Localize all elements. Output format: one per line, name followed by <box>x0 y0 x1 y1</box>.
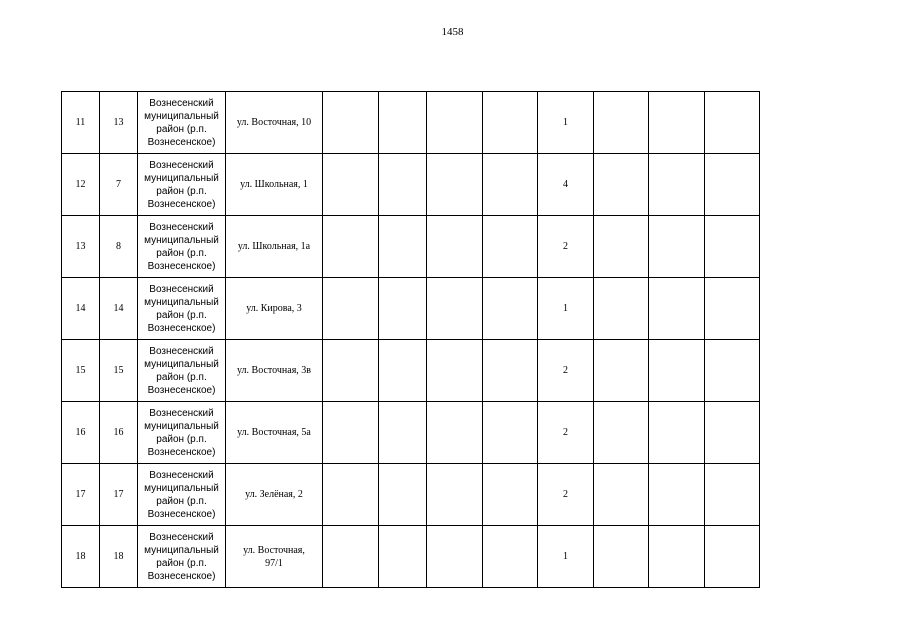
district-cell <box>138 92 226 154</box>
district-line: Вознесенское) <box>147 136 216 148</box>
col10-cell <box>594 402 649 464</box>
col5-cell <box>323 402 379 464</box>
table-row <box>62 92 760 154</box>
col11-cell <box>649 526 705 588</box>
row-number-cell <box>62 402 100 464</box>
district-cell <box>138 340 226 402</box>
col10-cell <box>594 526 649 588</box>
col6-cell <box>379 154 427 216</box>
district-line: муниципальный <box>144 172 219 184</box>
object-id: 8 <box>116 241 121 252</box>
district-line: Вознесенское) <box>147 570 216 582</box>
col6-cell <box>379 526 427 588</box>
col10-cell <box>594 340 649 402</box>
col5-cell <box>323 92 379 154</box>
row-number-cell <box>62 92 100 154</box>
table-row <box>62 464 760 526</box>
col12-cell <box>705 216 760 278</box>
address-cell <box>226 340 323 402</box>
district-line: муниципальный <box>144 110 219 122</box>
quantity-cell <box>538 340 594 402</box>
address-line: ул. Школьная, 1а <box>237 241 311 252</box>
address-line: ул. Восточная, <box>243 544 305 556</box>
district-line: район (р.п. <box>156 123 207 135</box>
row-number: 12 <box>75 179 86 190</box>
district-line: Вознесенский <box>149 159 214 171</box>
table-row <box>62 526 760 588</box>
object-id-cell <box>100 216 138 278</box>
col8-cell <box>483 278 538 340</box>
object-id-cell <box>100 154 138 216</box>
col5-cell <box>323 154 379 216</box>
district-line: муниципальный <box>144 234 219 246</box>
district-line: Вознесенский <box>149 469 214 481</box>
col11-cell <box>649 92 705 154</box>
quantity-value: 2 <box>563 241 568 252</box>
col7-cell <box>427 92 483 154</box>
col10-cell <box>594 154 649 216</box>
address-cell <box>226 92 323 154</box>
object-id-cell <box>100 92 138 154</box>
quantity-cell <box>538 526 594 588</box>
col6-cell <box>379 92 427 154</box>
row-number: 11 <box>75 117 86 128</box>
table-body <box>62 92 760 588</box>
object-id: 18 <box>113 551 124 562</box>
district-cell <box>138 402 226 464</box>
col7-cell <box>427 402 483 464</box>
address-cell <box>226 526 323 588</box>
district-line: район (р.п. <box>156 309 207 321</box>
quantity-cell <box>538 216 594 278</box>
quantity-value: 4 <box>563 179 568 190</box>
object-id: 17 <box>113 489 124 500</box>
district-line: муниципальный <box>144 358 219 370</box>
col8-cell <box>483 402 538 464</box>
row-number: 14 <box>75 303 86 314</box>
address-line: ул. Зелёная, 2 <box>245 489 303 500</box>
quantity-cell <box>538 92 594 154</box>
district-line: район (р.п. <box>156 433 207 445</box>
row-number-cell <box>62 464 100 526</box>
col7-cell <box>427 526 483 588</box>
col11-cell <box>649 278 705 340</box>
table-row <box>62 216 760 278</box>
object-id: 7 <box>116 179 121 190</box>
address-line: ул. Школьная, 1 <box>240 179 308 190</box>
page-number: 1458 <box>441 26 464 38</box>
quantity-value: 2 <box>563 489 568 500</box>
col5-cell <box>323 340 379 402</box>
object-id-cell <box>100 402 138 464</box>
quantity-value: 1 <box>563 303 568 314</box>
district-cell <box>138 464 226 526</box>
col10-cell <box>594 92 649 154</box>
col10-cell <box>594 278 649 340</box>
table-row <box>62 402 760 464</box>
district-line: район (р.п. <box>156 185 207 197</box>
col5-cell <box>323 278 379 340</box>
col6-cell <box>379 464 427 526</box>
col12-cell <box>705 402 760 464</box>
district-line: Вознесенское) <box>147 198 216 210</box>
row-number-cell <box>62 216 100 278</box>
row-number: 15 <box>75 365 86 376</box>
district-line: район (р.п. <box>156 495 207 507</box>
row-number: 17 <box>75 489 86 500</box>
col12-cell <box>705 92 760 154</box>
col12-cell <box>705 154 760 216</box>
registry-table <box>61 91 760 588</box>
address-line: 97/1 <box>265 557 283 569</box>
col5-cell <box>323 526 379 588</box>
col11-cell <box>649 340 705 402</box>
district-line: муниципальный <box>144 482 219 494</box>
district-line: Вознесенское) <box>147 508 216 520</box>
district-line: Вознесенский <box>149 221 214 233</box>
col11-cell <box>649 464 705 526</box>
address-line: ул. Кирова, 3 <box>246 303 302 314</box>
address-cell <box>226 154 323 216</box>
col6-cell <box>379 402 427 464</box>
col12-cell <box>705 464 760 526</box>
table-row <box>62 340 760 402</box>
col7-cell <box>427 154 483 216</box>
district-line: Вознесенское) <box>147 446 216 458</box>
quantity-value: 1 <box>563 551 568 562</box>
district-line: Вознесенский <box>149 345 214 357</box>
col7-cell <box>427 464 483 526</box>
district-cell <box>138 154 226 216</box>
row-number-cell <box>62 154 100 216</box>
district-line: район (р.п. <box>156 557 207 569</box>
address-cell <box>226 402 323 464</box>
col11-cell <box>649 402 705 464</box>
object-id: 16 <box>113 427 124 438</box>
district-line: Вознесенское) <box>147 322 216 334</box>
table-row <box>62 154 760 216</box>
col12-cell <box>705 340 760 402</box>
row-number: 16 <box>75 427 86 438</box>
district-line: Вознесенский <box>149 531 214 543</box>
quantity-cell <box>538 464 594 526</box>
object-id-cell <box>100 464 138 526</box>
quantity-cell <box>538 278 594 340</box>
district-line: район (р.п. <box>156 247 207 259</box>
col8-cell <box>483 154 538 216</box>
col5-cell <box>323 216 379 278</box>
address-cell <box>226 216 323 278</box>
col5-cell <box>323 464 379 526</box>
district-line: район (р.п. <box>156 371 207 383</box>
col6-cell <box>379 278 427 340</box>
row-number: 13 <box>75 241 86 252</box>
object-id: 13 <box>113 117 124 128</box>
row-number: 18 <box>75 551 86 562</box>
district-cell <box>138 278 226 340</box>
col8-cell <box>483 92 538 154</box>
quantity-cell <box>538 402 594 464</box>
col8-cell <box>483 216 538 278</box>
address-cell <box>226 278 323 340</box>
row-number-cell <box>62 340 100 402</box>
col11-cell <box>649 154 705 216</box>
col10-cell <box>594 464 649 526</box>
col12-cell <box>705 278 760 340</box>
row-number-cell <box>62 526 100 588</box>
object-id-cell <box>100 526 138 588</box>
district-line: Вознесенский <box>149 407 214 419</box>
col10-cell <box>594 216 649 278</box>
object-id-cell <box>100 340 138 402</box>
district-line: Вознесенский <box>149 97 214 109</box>
quantity-value: 2 <box>563 365 568 376</box>
object-id: 15 <box>113 365 124 376</box>
address-line: ул. Восточная, 10 <box>236 117 312 128</box>
district-cell <box>138 526 226 588</box>
district-line: муниципальный <box>144 296 219 308</box>
col7-cell <box>427 278 483 340</box>
district-line: муниципальный <box>144 420 219 432</box>
address-line: ул. Восточная, 5а <box>237 427 311 438</box>
quantity-value: 1 <box>563 117 568 128</box>
quantity-value: 2 <box>563 427 568 438</box>
row-number-cell <box>62 278 100 340</box>
col11-cell <box>649 216 705 278</box>
object-id: 14 <box>113 303 124 314</box>
col6-cell <box>379 216 427 278</box>
quantity-cell <box>538 154 594 216</box>
col7-cell <box>427 216 483 278</box>
col8-cell <box>483 464 538 526</box>
col8-cell <box>483 526 538 588</box>
object-id-cell <box>100 278 138 340</box>
col7-cell <box>427 340 483 402</box>
district-line: муниципальный <box>144 544 219 556</box>
col12-cell <box>705 526 760 588</box>
address-line: ул. Восточная, 3в <box>236 365 312 376</box>
district-line: Вознесенский <box>149 283 214 295</box>
address-cell <box>226 464 323 526</box>
col8-cell <box>483 340 538 402</box>
district-line: Вознесенское) <box>147 384 216 396</box>
district-line: Вознесенское) <box>147 260 216 272</box>
table-row <box>62 278 760 340</box>
col6-cell <box>379 340 427 402</box>
district-cell <box>138 216 226 278</box>
